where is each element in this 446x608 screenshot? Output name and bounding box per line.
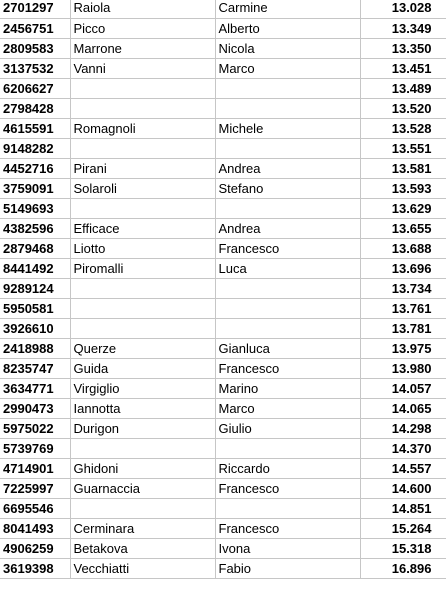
surname-cell[interactable] — [70, 318, 215, 338]
surname-cell[interactable]: Piromalli — [70, 258, 215, 278]
table-row[interactable] — [0, 258, 446, 278]
surname-cell[interactable]: Picco — [70, 18, 215, 38]
first-name-cell[interactable]: Carmine — [215, 0, 360, 18]
first-name-cell[interactable]: Gianluca — [215, 338, 360, 358]
time-cell[interactable]: 14.057 — [360, 378, 446, 398]
first-name-cell[interactable]: Marco — [215, 58, 360, 78]
table-row[interactable] — [0, 178, 446, 198]
id-cell[interactable]: 2456751 — [0, 18, 70, 38]
id-cell[interactable]: 8041493 — [0, 518, 70, 538]
id-cell[interactable]: 7225997 — [0, 478, 70, 498]
table-row[interactable] — [0, 478, 446, 498]
id-cell[interactable]: 3759091 — [0, 178, 70, 198]
table-row[interactable] — [0, 118, 446, 138]
first-name-cell[interactable]: Andrea — [215, 218, 360, 238]
id-cell[interactable]: 2418988 — [0, 338, 70, 358]
first-name-cell[interactable]: Francesco — [215, 478, 360, 498]
table-row[interactable] — [0, 98, 446, 118]
table-row[interactable] — [0, 418, 446, 438]
time-cell[interactable]: 13.451 — [360, 58, 446, 78]
first-name-cell[interactable] — [215, 198, 360, 218]
id-cell[interactable]: 3619398 — [0, 558, 70, 578]
table-row[interactable] — [0, 358, 446, 378]
time-cell[interactable]: 13.528 — [360, 118, 446, 138]
id-cell[interactable]: 2809583 — [0, 38, 70, 58]
id-cell[interactable]: 5975022 — [0, 418, 70, 438]
surname-cell[interactable]: Pirani — [70, 158, 215, 178]
surname-cell[interactable]: Guida — [70, 358, 215, 378]
table-row[interactable] — [0, 38, 446, 58]
surname-cell[interactable] — [70, 98, 215, 118]
first-name-cell[interactable]: Giulio — [215, 418, 360, 438]
surname-cell[interactable]: Ghidoni — [70, 458, 215, 478]
first-name-cell[interactable]: Francesco — [215, 358, 360, 378]
table-row[interactable] — [0, 438, 446, 458]
first-name-cell[interactable] — [215, 98, 360, 118]
id-cell[interactable]: 3926610 — [0, 318, 70, 338]
first-name-cell[interactable] — [215, 278, 360, 298]
time-cell[interactable]: 13.520 — [360, 98, 446, 118]
table-row[interactable] — [0, 198, 446, 218]
time-cell[interactable]: 14.851 — [360, 498, 446, 518]
id-cell[interactable]: 2798428 — [0, 98, 70, 118]
time-cell[interactable]: 14.298 — [360, 418, 446, 438]
id-cell[interactable]: 4615591 — [0, 118, 70, 138]
first-name-cell[interactable]: Alberto — [215, 18, 360, 38]
time-cell[interactable]: 13.489 — [360, 78, 446, 98]
surname-cell[interactable]: Marrone — [70, 38, 215, 58]
table-row[interactable] — [0, 18, 446, 38]
time-cell[interactable]: 13.028 — [360, 0, 446, 18]
table-row[interactable] — [0, 398, 446, 418]
table-row[interactable] — [0, 558, 446, 578]
id-cell[interactable]: 4906259 — [0, 538, 70, 558]
surname-cell[interactable]: Cerminara — [70, 518, 215, 538]
first-name-cell[interactable] — [215, 138, 360, 158]
table-row[interactable] — [0, 318, 446, 338]
first-name-cell[interactable] — [215, 298, 360, 318]
surname-cell[interactable]: Guarnaccia — [70, 478, 215, 498]
table-row[interactable] — [0, 278, 446, 298]
table-row[interactable] — [0, 158, 446, 178]
surname-cell[interactable] — [70, 298, 215, 318]
table-row[interactable] — [0, 518, 446, 538]
time-cell[interactable]: 13.688 — [360, 238, 446, 258]
surname-cell[interactable]: Querze — [70, 338, 215, 358]
table-row[interactable] — [0, 0, 446, 18]
first-name-cell[interactable]: Stefano — [215, 178, 360, 198]
surname-cell[interactable]: Virgiglio — [70, 378, 215, 398]
id-cell[interactable]: 8441492 — [0, 258, 70, 278]
first-name-cell[interactable]: Riccardo — [215, 458, 360, 478]
first-name-cell[interactable]: Andrea — [215, 158, 360, 178]
time-cell[interactable]: 13.696 — [360, 258, 446, 278]
id-cell[interactable]: 8235747 — [0, 358, 70, 378]
id-cell[interactable]: 2701297 — [0, 0, 70, 18]
surname-cell[interactable]: Vecchiatti — [70, 558, 215, 578]
id-cell[interactable]: 5739769 — [0, 438, 70, 458]
surname-cell[interactable] — [70, 198, 215, 218]
first-name-cell[interactable]: Francesco — [215, 238, 360, 258]
surname-cell[interactable]: Efficace — [70, 218, 215, 238]
first-name-cell[interactable]: Nicola — [215, 38, 360, 58]
first-name-cell[interactable]: Ivona — [215, 538, 360, 558]
first-name-cell[interactable]: Michele — [215, 118, 360, 138]
surname-cell[interactable] — [70, 438, 215, 458]
time-cell[interactable]: 13.350 — [360, 38, 446, 58]
first-name-cell[interactable] — [215, 78, 360, 98]
first-name-cell[interactable]: Luca — [215, 258, 360, 278]
surname-cell[interactable] — [70, 278, 215, 298]
time-cell[interactable]: 15.318 — [360, 538, 446, 558]
time-cell[interactable]: 15.264 — [360, 518, 446, 538]
time-cell[interactable]: 14.065 — [360, 398, 446, 418]
table-row[interactable] — [0, 238, 446, 258]
table-row[interactable] — [0, 458, 446, 478]
first-name-cell[interactable]: Francesco — [215, 518, 360, 538]
first-name-cell[interactable] — [215, 498, 360, 518]
table-row[interactable] — [0, 78, 446, 98]
first-name-cell[interactable]: Marino — [215, 378, 360, 398]
surname-cell[interactable]: Durigon — [70, 418, 215, 438]
time-cell[interactable]: 14.600 — [360, 478, 446, 498]
table-row[interactable] — [0, 298, 446, 318]
id-cell[interactable]: 5149693 — [0, 198, 70, 218]
table-row[interactable] — [0, 378, 446, 398]
id-cell[interactable]: 6695546 — [0, 498, 70, 518]
time-cell[interactable]: 13.781 — [360, 318, 446, 338]
surname-cell[interactable] — [70, 138, 215, 158]
surname-cell[interactable]: Iannotta — [70, 398, 215, 418]
time-cell[interactable]: 13.593 — [360, 178, 446, 198]
surname-cell[interactable] — [70, 498, 215, 518]
table-row[interactable] — [0, 58, 446, 78]
id-cell[interactable]: 2990473 — [0, 398, 70, 418]
time-cell[interactable]: 13.349 — [360, 18, 446, 38]
table-row[interactable] — [0, 338, 446, 358]
time-cell[interactable]: 13.551 — [360, 138, 446, 158]
id-cell[interactable]: 5950581 — [0, 298, 70, 318]
time-cell[interactable]: 13.980 — [360, 358, 446, 378]
surname-cell[interactable]: Romagnoli — [70, 118, 215, 138]
first-name-cell[interactable] — [215, 318, 360, 338]
first-name-cell[interactable]: Marco — [215, 398, 360, 418]
time-cell[interactable]: 13.629 — [360, 198, 446, 218]
table-row[interactable] — [0, 538, 446, 558]
id-cell[interactable]: 4382596 — [0, 218, 70, 238]
time-cell[interactable]: 13.761 — [360, 298, 446, 318]
surname-cell[interactable]: Solaroli — [70, 178, 215, 198]
first-name-cell[interactable]: Fabio — [215, 558, 360, 578]
id-cell[interactable]: 9289124 — [0, 278, 70, 298]
table-row[interactable] — [0, 498, 446, 518]
id-cell[interactable]: 3137532 — [0, 58, 70, 78]
surname-cell[interactable]: Liotto — [70, 238, 215, 258]
time-cell[interactable]: 13.655 — [360, 218, 446, 238]
id-cell[interactable]: 4714901 — [0, 458, 70, 478]
id-cell[interactable]: 6206627 — [0, 78, 70, 98]
id-cell[interactable]: 4452716 — [0, 158, 70, 178]
time-cell[interactable]: 14.370 — [360, 438, 446, 458]
first-name-cell[interactable] — [215, 438, 360, 458]
surname-cell[interactable]: Betakova — [70, 538, 215, 558]
id-cell[interactable]: 9148282 — [0, 138, 70, 158]
table-row[interactable] — [0, 218, 446, 238]
time-cell[interactable]: 13.581 — [360, 158, 446, 178]
id-cell[interactable]: 2879468 — [0, 238, 70, 258]
time-cell[interactable]: 13.975 — [360, 338, 446, 358]
time-cell[interactable]: 14.557 — [360, 458, 446, 478]
table-row[interactable] — [0, 138, 446, 158]
surname-cell[interactable]: Vanni — [70, 58, 215, 78]
time-cell[interactable]: 16.896 — [360, 558, 446, 578]
id-cell[interactable]: 3634771 — [0, 378, 70, 398]
surname-cell[interactable]: Raiola — [70, 0, 215, 18]
surname-cell[interactable] — [70, 78, 215, 98]
time-cell[interactable]: 13.734 — [360, 278, 446, 298]
